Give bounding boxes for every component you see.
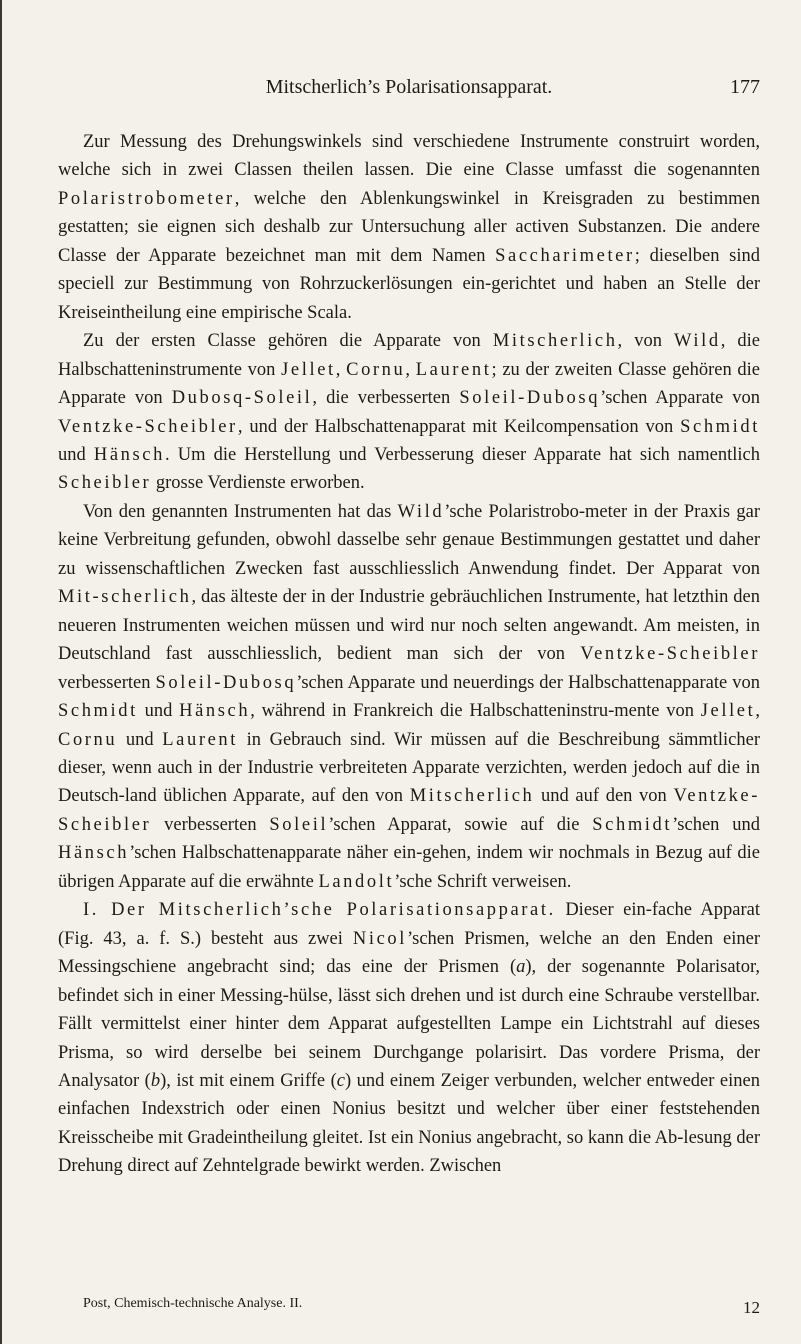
text-run: , welche den Ablenkungswinkel in Kreisgraden zu bestimmen gestatten; sie eignen sich deshalb zur Untersuchung aller activen Substanzen. Die andere Classe der Apparate bezeichnet man mit dem Namen	[58, 188, 760, 266]
text-run: , von	[617, 331, 675, 352]
page-edge-shadow	[0, 0, 2, 1344]
text-run: und auf den von	[534, 786, 674, 807]
spaced-name: Wild	[397, 501, 445, 522]
spaced-name: Nicol	[352, 928, 407, 949]
spaced-name: Wild	[674, 331, 721, 352]
spaced-name: Landolt	[318, 871, 395, 892]
text-run: ,	[405, 359, 416, 380]
spaced-name: Schmidt	[592, 814, 673, 835]
spaced-name: Cornu	[346, 359, 406, 380]
spaced-name: Ventzke-Scheibler	[58, 416, 238, 437]
text-run: verbesserten	[151, 814, 270, 835]
text-run: Von den genannten Instrumenten hat das	[83, 501, 398, 522]
text-run: , und der Halbschattenapparat mit Keilcompensation von	[237, 416, 681, 437]
running-header	[58, 76, 760, 102]
spaced-name: Ventzke-Scheibler	[58, 786, 760, 835]
signature-mark: 12	[743, 1298, 760, 1317]
text-run: , die Halbschatteninstrumente von	[58, 331, 760, 380]
text-run: verbesserten	[58, 672, 156, 693]
spaced-name: Soleil-Dubosq	[155, 672, 297, 693]
text-run: . Um die Herstellung und Verbesserung dieser Apparate hat sich namentlich	[164, 444, 760, 465]
text-run: Zu der ersten Classe gehören die Apparate von	[83, 331, 493, 352]
spaced-name: Laurent	[415, 359, 492, 380]
text-run: , während in Frankreich die Halbschatteninstru-mente von	[250, 701, 701, 722]
text-run: ), ist mit einem Griffe (	[160, 1070, 337, 1091]
spaced-name: Scheibler	[58, 473, 152, 494]
text-run: ’schen Apparate von	[600, 388, 761, 409]
text-run: ,	[335, 359, 347, 380]
spaced-name: Saccharimeter	[495, 245, 635, 266]
spaced-name: Laurent	[162, 729, 238, 750]
page-footer	[58, 1296, 760, 1318]
paragraph	[58, 498, 760, 896]
text-run: ’schen Halbschattenapparate näher ein-gehen, indem wir nochmals in Bezug auf die übrigen Apparate auf die erwähnte	[58, 843, 760, 892]
text-run: Dieser ein-fache Apparat (Fig. 43, a. f. S.) besteht aus zwei	[58, 900, 760, 949]
italic-letter: a	[516, 957, 526, 978]
spaced-name: Mitscherlich	[409, 786, 535, 807]
text-run: ’sche Schrift verweisen.	[394, 871, 572, 892]
text-run: und	[117, 729, 163, 750]
paragraph	[58, 128, 760, 327]
text-run: ’schen Prismen, welche an den Enden einer Messingschiene angebracht sind; das eine der Prismen (	[58, 928, 760, 978]
text-run: , das älteste der in der Industrie gebräuchlichen Instrumente, hat letzthin den neueren Instrumenten weichen müssen und wird nur noch selten angewandt. Am meisten, in Deutschland fast ausschliesslich, bedient man sich der von	[58, 587, 760, 665]
spaced-name: Cornu	[58, 729, 118, 750]
text-run: ; zu der zweiten Classe gehören die Apparate von	[58, 359, 761, 409]
body-text	[58, 128, 760, 1181]
text-run: ’sche Polaristrobo-meter in der Praxis gar keine Verbreitung gefunden, obwohl dasselbe sehr genaue Bestimmungen gestattet und daher zu wissenschaftlichen Zwecken fast ausschliesslich Anwendung findet. Der Apparat von	[58, 501, 760, 579]
spaced-name: Hänsch	[179, 701, 251, 722]
spaced-name: Hänsch	[58, 843, 130, 864]
spaced-name: Polaristrobometer	[58, 188, 235, 209]
text-run: in Gebrauch sind. Wir müssen auf die Beschreibung sämmtlicher dieser, wenn auch in der Industrie verbreiteten Apparate verzichten, werden jedoch auf die in Deutsch-land üblichen Apparate, auf den von	[58, 729, 760, 807]
spaced-name: Jellet	[700, 701, 756, 722]
spaced-name: Soleil-Dubosq	[459, 388, 601, 409]
spaced-name: Schmidt	[680, 416, 760, 437]
page-number: 177	[730, 76, 760, 98]
text-run: grosse Verdienste erworben.	[151, 473, 365, 494]
text-run: ) und einem Zeiger verbunden, welcher entweder einen einfachen Indexstrich oder einen Nonius besitzt und welcher über einer feststehenden Kreisscheibe mit Gradeintheilung gleitet. Ist ein Nonius angebracht, so kann die Ab-lesung der Drehung direct auf Zehntelgrade bewirkt werden. Zwischen	[58, 1070, 760, 1177]
spaced-name: Schmidt	[58, 701, 138, 722]
italic-letter: b	[150, 1070, 161, 1091]
text-run: ’schen und	[672, 814, 760, 835]
spaced-name: Ventzke-Scheibler	[580, 644, 760, 665]
spaced-name: Mit-scherlich	[58, 587, 192, 608]
spaced-name: Mitscherlich	[492, 331, 618, 352]
text-run: und	[137, 701, 180, 722]
text-run: und	[58, 444, 94, 465]
text-run: , die verbesserten	[312, 388, 460, 409]
publication-note: Post, Chemisch-technische Analyse. II.	[83, 1296, 303, 1311]
spaced-name: Dubosq-Soleil	[171, 388, 313, 409]
spaced-name: Jellet	[281, 359, 336, 380]
paragraph	[58, 896, 760, 1181]
text-run: ; dieselben sind speciell zur Bestimmung von Rohrzuckerlösungen ein-gerichtet und haben an Stelle der Kreiseintheilung eine empirische Scala.	[58, 245, 761, 323]
spaced-name: Hänsch	[93, 444, 165, 465]
italic-letter: c	[336, 1070, 345, 1091]
running-title: Mitscherlich’s Polarisationsapparat.	[265, 76, 553, 98]
text-run: Zur Messung des Drehungswinkels sind verschiedene Instrumente construirt worden, welche sich in zwei Classen theilen lassen. Die eine Classe umfasst die sogenannten	[58, 132, 760, 181]
spaced-name: Soleil	[269, 814, 329, 835]
text-run: ,	[755, 701, 760, 722]
text-run: ’schen Apparate und neuerdings der Halbschattenapparate von	[296, 672, 760, 693]
text-run: ), der sogenannte Polarisator, befindet sich in einer Messing-hülse, lässt sich drehen und ist durch eine Schraube verstellbar. Fällt vermittelst einer hinter dem Apparat aufgestellten Lampe ein Lichtstrahl auf dieses Prisma, so wird derselbe bei seinem Durchgange polarisirt. Das vordere Prisma, der Analysator (	[58, 957, 760, 1091]
paragraph	[58, 327, 760, 498]
spaced-name: I. Der Mitscherlich’sche Polarisationsapparat.	[83, 900, 556, 921]
text-run: ’schen Apparat, sowie auf die	[328, 814, 593, 835]
